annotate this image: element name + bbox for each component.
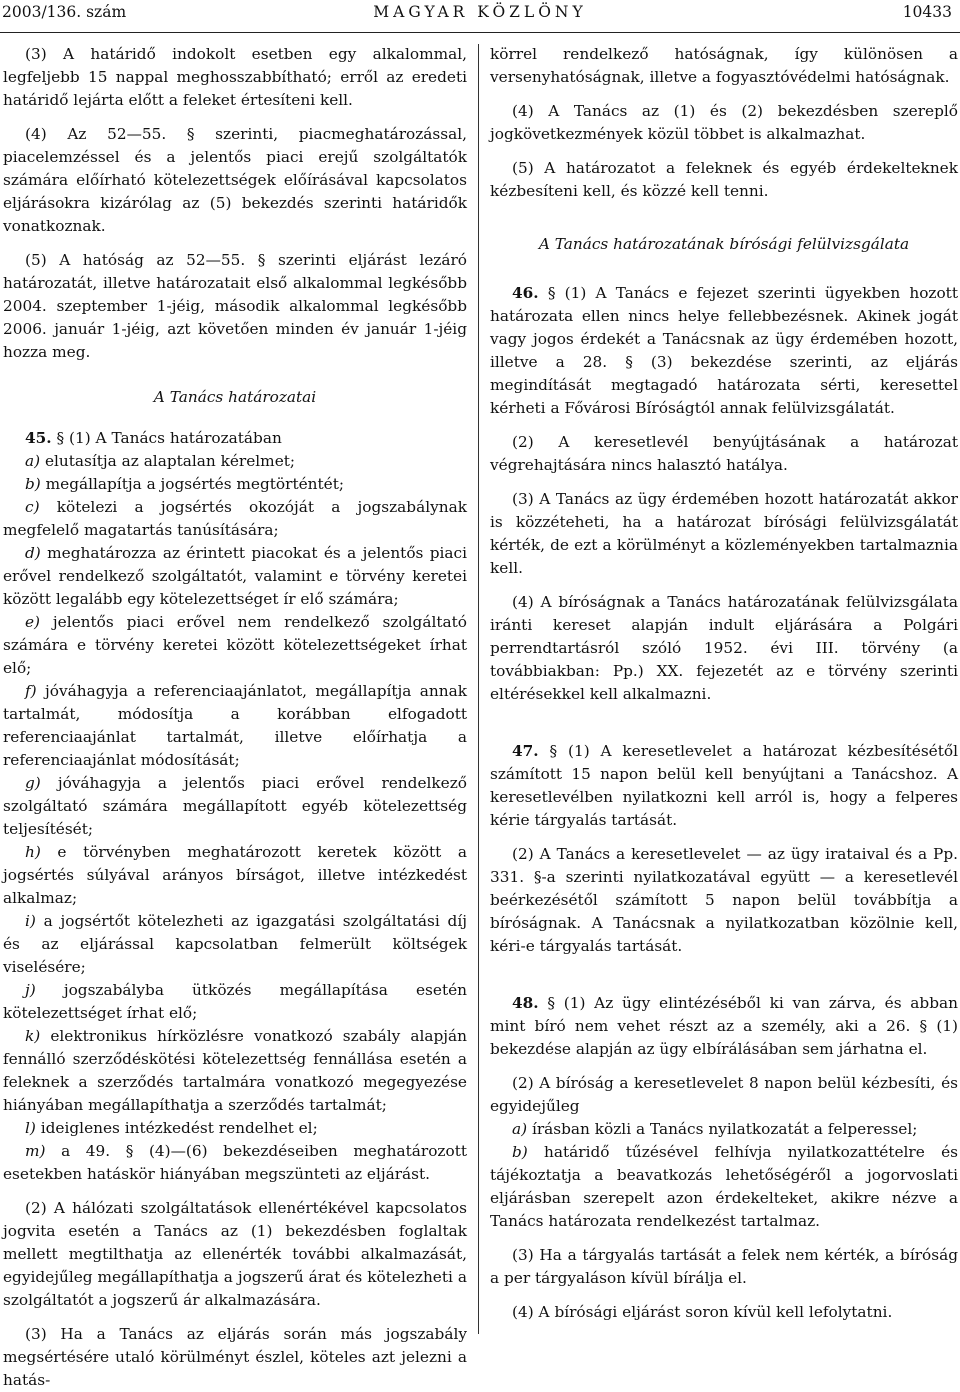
column-divider <box>478 44 479 1334</box>
list-item <box>3 772 467 841</box>
section-45-intro <box>3 427 467 450</box>
list-item <box>3 1025 467 1117</box>
section-number: 46. <box>512 284 539 302</box>
paragraph: (3) A Tanács az ügy érdemében hozott határozatát akkor is közzéteheti, ha a határozat bírósági felülvizsgálatát kérték, de ezt a körülményt a közleményekben tartalmaznia kell. <box>490 490 958 577</box>
section-number: 45. <box>25 429 52 447</box>
list-item-text: a 49. § (4)—(6) bekezdéseiben meghatározott esetekben hatáskör hiányában megszünteti az eljárást. <box>3 1142 467 1183</box>
list-item <box>3 680 467 772</box>
section-heading: A Tanács határozatának bírósági felülvizsgálata <box>538 235 910 253</box>
right-column <box>490 43 958 1324</box>
section-number: 48. <box>512 994 539 1012</box>
list-item-text: jelentős piaci erővel nem rendelkező szolgáltató számára e törvény keretei között kötelezettségeket írhat elő; <box>3 613 467 677</box>
list-item-letter: a) <box>25 452 41 470</box>
section-text: § (1) A Tanács e fejezet szerinti ügyekben hozott határozata ellen nincs helye fellebbezésnek. Akinek jogát vagy jogos érdekét a Tanácsnak az ügy érdemében hozott, illetve a 28. § (3) bekezdése szerinti, az eljárás megindítását megtagadó határozata sérti, keresettel kérheti a Fővárosi Bíróságtól annak felülvizsgálatát. <box>490 284 958 417</box>
list-item <box>3 542 467 611</box>
paragraph: (5) A határozatot a feleknek és egyéb érdekelteknek kézbesíteni kell, és közzé kell tenni. <box>490 159 958 200</box>
issue-number: 2003/136. szám <box>2 3 127 21</box>
list-item-letter: k) <box>25 1027 41 1045</box>
list-item-letter: g) <box>25 774 41 792</box>
paragraph: (3) Ha a Tanács az eljárás során más jogszabály megsértésére utaló körülményt észlel, köteles azt jelezni a hatás- <box>3 1325 467 1389</box>
list-item <box>3 979 467 1025</box>
page-number: 10433 <box>902 3 952 21</box>
section-47 <box>490 740 958 832</box>
list-item-text: jogszabályba ütközés megállapítása esetén kötelezettséget írhat elő; <box>3 981 467 1022</box>
list-item-text: e törvényben meghatározott keretek között a jogsértés súlyával arányos bírságot, illetve intézkedést alkalmaz; <box>3 843 467 907</box>
paragraph: (2) A keresetlevél benyújtásának a határozat végrehajtására nincs halasztó hatálya. <box>490 433 958 474</box>
list-item-text: elutasítja az alaptalan kérelmet; <box>44 452 296 470</box>
paragraph: (4) A Tanács az (1) és (2) bekezdésben szereplő jogkövetkezmények közül többet is alkalmazhat. <box>490 102 958 143</box>
header-rule <box>0 32 960 33</box>
list-item-letter: f) <box>25 682 37 700</box>
list-item-letter: i) <box>25 912 36 930</box>
list-item-letter: m) <box>25 1142 46 1160</box>
section-text: § (1) A Tanács határozatában <box>56 429 282 447</box>
paragraph: körrel rendelkező hatóságnak, így különösen a versenyhatóságnak, illetve a fogyasztóvédelmi hatóságnak. <box>490 45 958 86</box>
paragraph: (3) A határidő indokolt esetben egy alkalommal, legfeljebb 15 nappal meghosszabbítható; erről az eredeti határidő lejárta előtt a feleket értesíteni kell. <box>3 45 467 109</box>
enumerated-list <box>490 1118 958 1233</box>
section-heading: A Tanács határozatai <box>153 388 317 406</box>
paragraph: (4) Az 52—55. § szerinti, piacmeghatározással, piacelemzéssel és a jelentős piaci erejű szolgáltatók számára előírható kötelezettségek előírásával kapcsolatos eljárásokra kizárólag az (5) bekezdés szerinti határidők vonatkoznak. <box>3 125 467 235</box>
page-header <box>0 0 960 30</box>
list-item-text: jóváhagyja a referenciaajánlatot, megállapítja annak tartalmát, módosítja a korábban elfogadott referenciaajánlat tartalmát, illetve előírhatja a referenciaajánlat módosítását; <box>3 682 467 769</box>
list-item <box>3 841 467 910</box>
paragraph: (2) A hálózati szolgáltatások ellenértékével kapcsolatos jogvita esetén a Tanács az (1) bekezdésben foglaltak mellett megtilthatja az ellenérték további alkalmazását, egyidejűleg megállapíthatja a jogszerű árat és kötelezheti a szolgáltatót a jogszerű ár alkalmazására. <box>3 1199 467 1309</box>
list-item-letter: b) <box>25 475 41 493</box>
paragraph: (2) A Tanács a keresetlevelet — az ügy irataival és a Pp. 331. §-a szerinti nyilatkozatával együtt — a keresetlevél beérkezésétől számított 5 napon belül továbbítja a bíróságnak. A Tanácsnak a nyilatkozatban közölnie kell, kéri-e tárgyalás tartását. <box>490 845 958 955</box>
list-item-letter: d) <box>25 544 41 562</box>
list-item-text: meghatározza az érintett piacokat és a jelentős piaci erővel rendelkező szolgáltatót, valamint e törvény keretei között legalább egy kötelezettséget ír elő számára; <box>3 544 467 608</box>
list-item-letter: b) <box>512 1143 528 1161</box>
list-item <box>3 450 467 473</box>
list-item-letter: e) <box>25 613 41 631</box>
paragraph: (5) A hatóság az 52—55. § szerinti eljárást lezáró határozatát, illetve határozatait első alkalommal legkésőbb 2004. szeptember 1-jéig, második alkalommal legkésőbb 2006. január 1-jéig, azt követően minden év január 1-jéig hozza meg. <box>3 251 467 361</box>
list-item-text: határidő tűzésével felhívja nyilatkozattételre és tájékoztatja a beavatkozás lehetőségéről a jogorvoslati eljárásban szerepelt azon érdekelteket, akikre nézve a Tanács határozata rendelkezést tartalmaz. <box>490 1143 958 1230</box>
left-column <box>3 43 467 1392</box>
list-item <box>490 1141 958 1233</box>
list-item <box>3 1117 467 1140</box>
paragraph: (4) A bírósági eljárást soron kívül kell lefolytatni. <box>512 1303 893 1321</box>
enumerated-list <box>3 450 467 1186</box>
list-item-text: írásban közli a Tanács nyilatkozatát a felperessel; <box>531 1120 918 1138</box>
list-item-text: elektronikus hírközlésre vonatkozó szabály alapján fennálló szerződéskötési kötelezettség fennállása esetén a feleknek a szerződés tartalmára vonatkozó megegyezése hiányában megállapíthatja a szerződés tartalmát; <box>3 1027 467 1114</box>
list-item-text: jóváhagyja a jelentős piaci erővel rendelkező szolgáltató számára megállapított egyéb kötelezettség teljesítését; <box>3 774 467 838</box>
list-item <box>3 611 467 680</box>
list-item-letter: l) <box>25 1119 36 1137</box>
paragraph: (4) A bíróságnak a Tanács határozatának felülvizsgálata iránti kereset alapján indult eljárására a Polgári perrendtartásról szóló 1952. évi III. törvény (a továbbiakban: Pp.) XX. fejezetét az e törvény szerinti eltérésekkel kell alkalmazni. <box>490 593 958 703</box>
section-46 <box>490 282 958 420</box>
section-number: 47. <box>512 742 539 760</box>
list-item-text: megállapítja a jogsértés megtörténtét; <box>45 475 344 493</box>
paragraph: (3) Ha a tárgyalás tartását a felek nem kérték, a bíróság a per tárgyaláson kívül bírálja el. <box>490 1246 958 1287</box>
section-48 <box>490 992 958 1061</box>
list-item-letter: c) <box>25 498 40 516</box>
paragraph: (2) A bíróság a keresetlevelet 8 napon belül kézbesíti, és egyidejűleg <box>490 1074 958 1115</box>
list-item <box>3 496 467 542</box>
list-item-text: a jogsértőt kötelezheti az igazgatási szolgáltatási díj és az eljárással kapcsolatban felmerült költségek viselésére; <box>3 912 467 976</box>
section-text: § (1) Az ügy elintézéséből ki van zárva, és abban mint bíró nem vehet részt az a személy, aki a 26. § (1) bekezdése alapján az ügy elbírálásában sem járhatna el. <box>490 994 958 1058</box>
list-item-letter: a) <box>512 1120 528 1138</box>
list-item <box>3 910 467 979</box>
list-item-text: ideiglenes intézkedést rendelhet el; <box>40 1119 318 1137</box>
journal-title: MAGYAR KÖZLÖNY <box>373 3 587 21</box>
list-item-letter: h) <box>25 843 41 861</box>
list-item <box>3 1140 467 1186</box>
list-item <box>3 473 467 496</box>
list-item-letter: j) <box>25 981 36 999</box>
list-item <box>490 1118 958 1141</box>
section-text: § (1) A keresetlevelet a határozat kézbesítésétől számított 15 napon belül kell benyújtani a Tanácshoz. A keresetlevélben nyilatkozni kell arról is, hogy a felperes kérie tárgyalás tartását. <box>490 742 958 829</box>
list-item-text: kötelezi a jogsértés okozóját a jogszabálynak megfelelő magatartás tanúsítására; <box>3 498 467 539</box>
